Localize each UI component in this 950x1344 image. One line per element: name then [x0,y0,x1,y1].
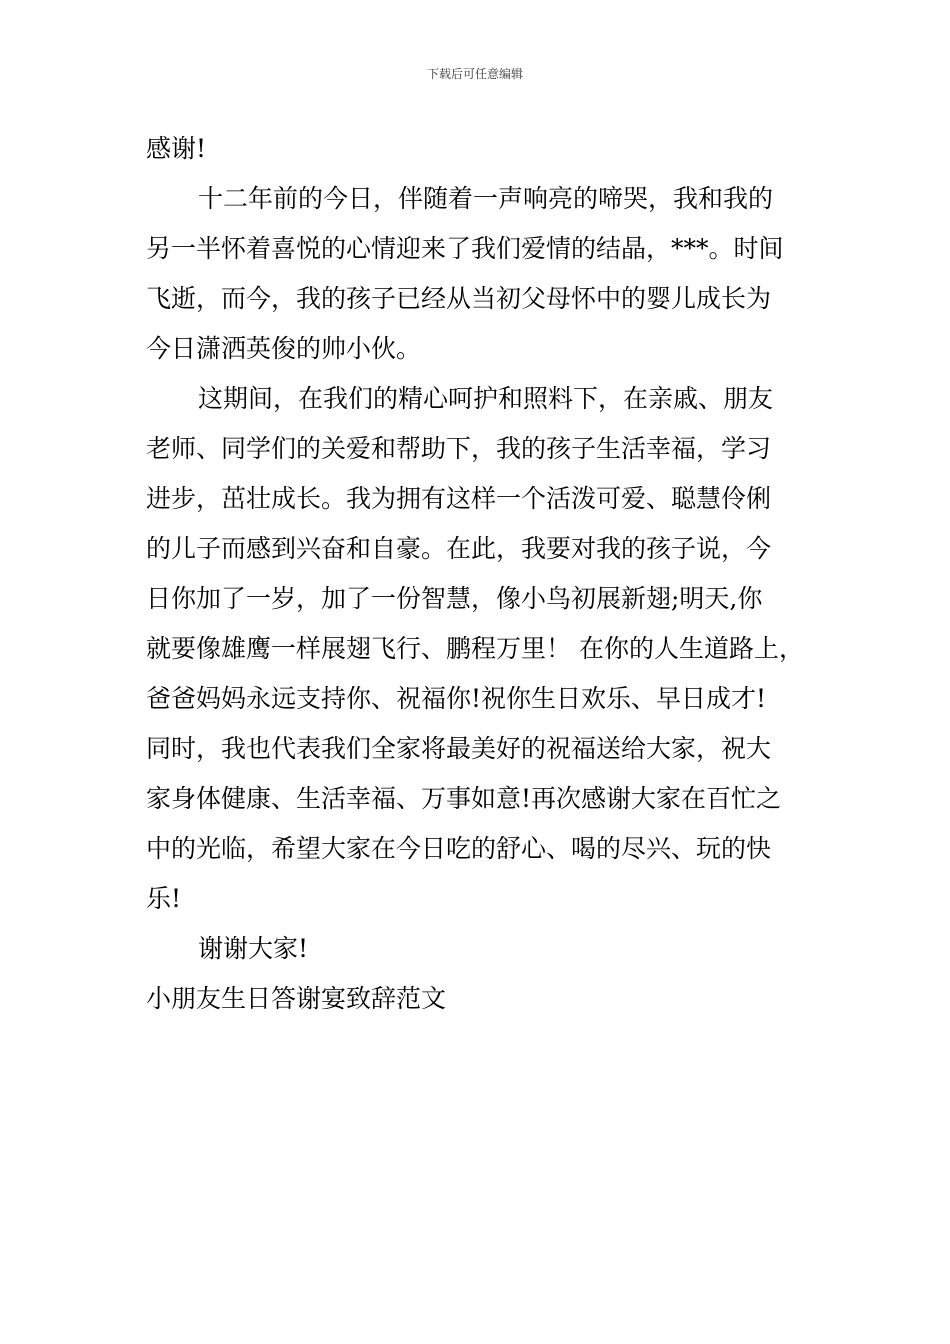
paragraph-line: 乐! [146,884,182,913]
paragraph-line: 十二年前的今日，伴随着一声响亮的啼哭，我和我的 [198,184,774,213]
paragraph-line: 进步，茁壮成长。我为拥有这样一个活泼可爱、聪慧伶俐 [146,484,772,513]
paragraph-line: 家身体健康、生活幸福、万事如意!再次感谢大家在百忙之 [146,784,782,813]
paragraph-line: 飞逝，而今，我的孩子已经从当初父母怀中的婴儿成长为 [146,284,772,313]
document-body [146,124,836,1024]
paragraph-line: 的儿子而感到兴奋和自豪。在此，我要对我的孩子说，今 [146,534,772,563]
paragraph-line: 同时，我也代表我们全家将最美好的祝福送给大家，祝大 [146,734,772,763]
page-header-note: 下载后可任意编辑 [426,67,523,81]
paragraph-line: 谢谢大家! [198,934,309,963]
paragraph-line: 日你加了一岁，加了一份智慧，像小鸟初展新翅;明天,你 [146,584,763,613]
paragraph-line: 老师、同学们的关爱和帮助下，我的孩子生活幸福，学习 [146,434,772,463]
document-title: 小朋友生日答谢宴致辞范文 [146,984,447,1013]
paragraph-line: 中的光临，希望大家在今日吃的舒心、喝的尽兴、玩的快 [146,834,772,863]
paragraph-line: 感谢! [146,134,207,163]
paragraph-line: 今日潇洒英俊的帅小伙。 [146,334,422,363]
paragraph-line: 爸爸妈妈永远支持你、祝福你!祝你生日欢乐、早日成才! [146,684,767,713]
paragraph-line: 另一半怀着喜悦的心情迎来了我们爱情的结晶，***。时间 [146,234,784,263]
paragraph-line: 这期间，在我们的精心呵护和照料下，在亲戚、朋友 [198,384,774,413]
paragraph-line: 就要像雄鹰一样展翅飞行、鹏程万里！ 在你的人生道路上， [146,634,804,663]
